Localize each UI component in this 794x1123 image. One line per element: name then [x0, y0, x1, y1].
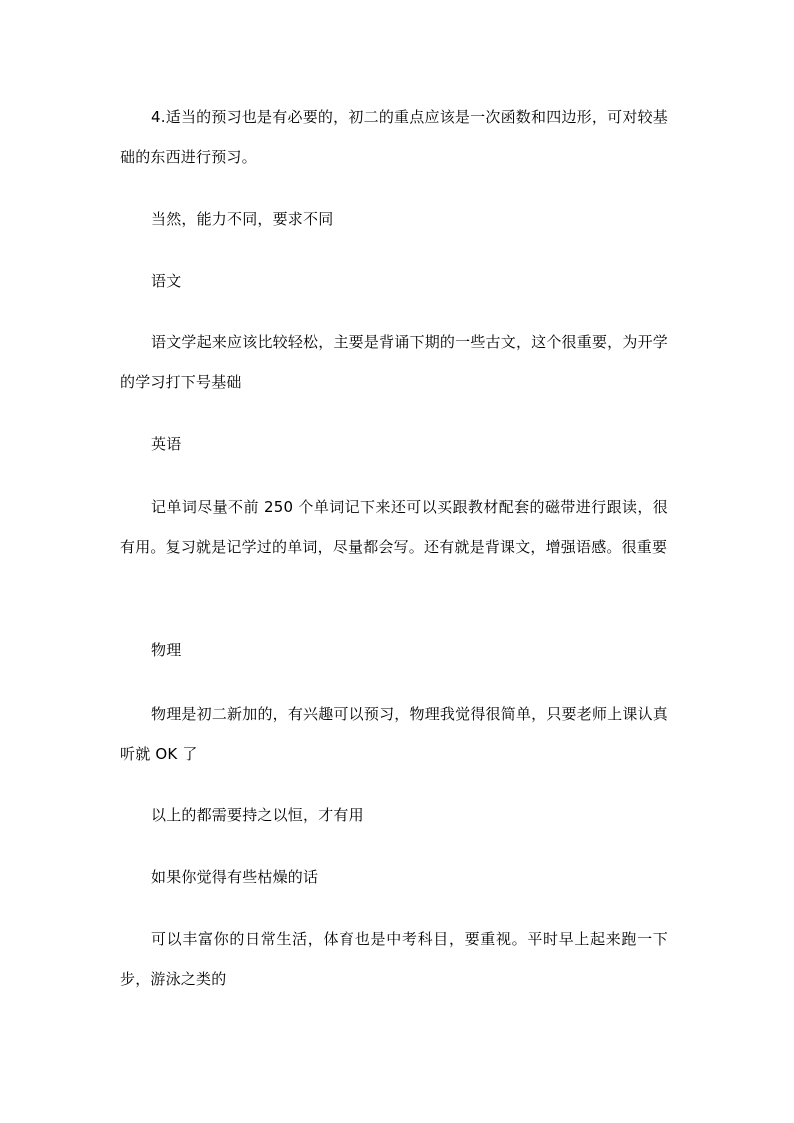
paragraph-sports: 可以丰富你的日常生活，体育也是中考科目，要重视。平时早上起来跑一下步，游泳之类的 [120, 930, 668, 988]
paragraph-boring: 如果你觉得有些枯燥的话 [151, 868, 319, 886]
heading-physics: 物理 [151, 641, 182, 659]
paragraph-physics: 物理是初二新加的，有兴趣可以预习，物理我觉得很简单，只要老师上课认真听就 OK 了 [120, 705, 668, 763]
paragraph-english: 记单词尽量不前 250 个单词记下来还可以买跟教材配套的磁带进行跟读，很有用。复习就是记学过的单词，尽量都会写。还有就是背课文，增强语感。很重要 [120, 498, 668, 556]
paragraph-ability-note: 当然，能力不同，要求不同 [151, 210, 334, 228]
heading-chinese: 语文 [151, 272, 182, 290]
paragraph-preview-math: 4.适当的预习也是有必要的，初二的重点应该是一次函数和四边形，可对较基础的东西进行预习。 [120, 108, 668, 166]
paragraph-chinese: 语文学起来应该比较轻松，主要是背诵下期的一些古文，这个很重要，为开学的学习打下号基础 [120, 333, 668, 391]
paragraph-persistence: 以上的都需要持之以恒，才有用 [151, 806, 364, 824]
heading-english: 英语 [151, 435, 182, 453]
